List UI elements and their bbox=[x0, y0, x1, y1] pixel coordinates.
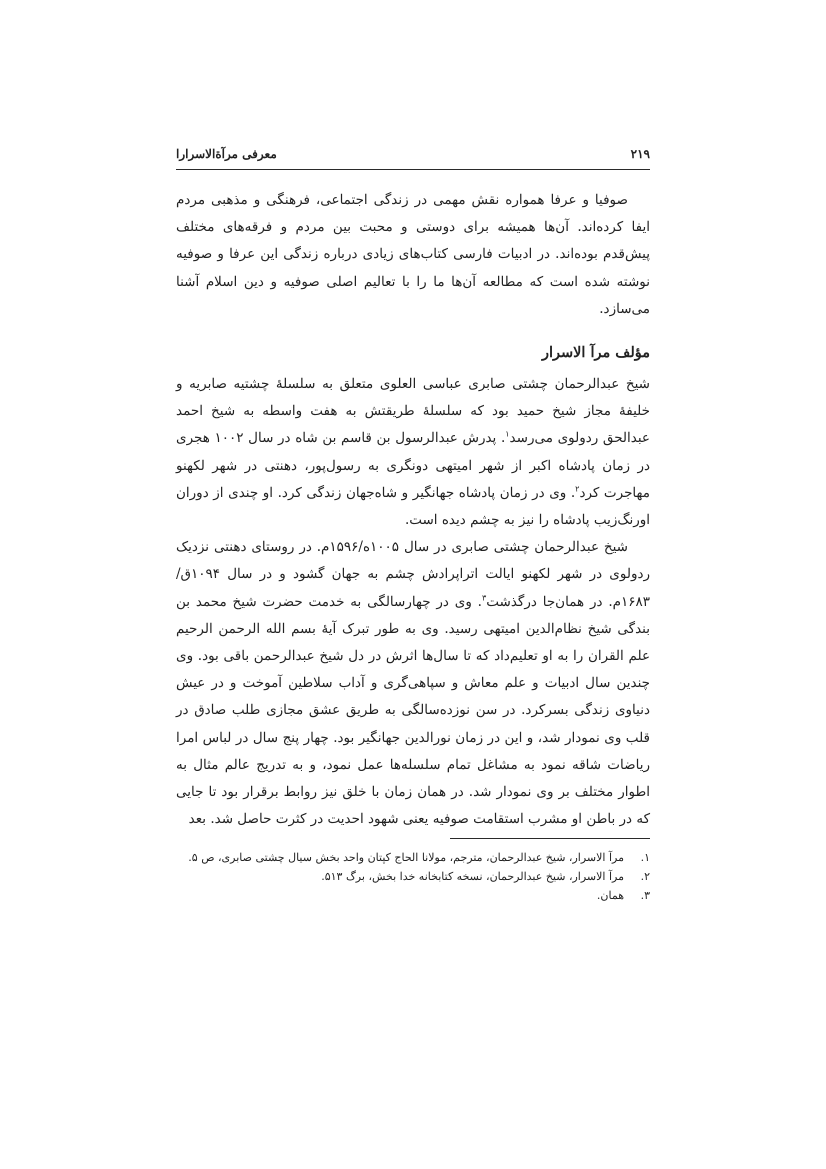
footnote-item bbox=[176, 848, 650, 867]
footnote-number: ۳. bbox=[640, 889, 650, 902]
footnote-number: ۲. bbox=[640, 870, 650, 883]
footnote-ref-1[interactable]: ۱ bbox=[505, 429, 510, 439]
paragraph-2 bbox=[176, 534, 650, 833]
footnote-ref-2[interactable]: ۲ bbox=[575, 484, 580, 494]
main-text bbox=[176, 187, 650, 833]
running-title: معرفی مرآةالاسرارا bbox=[176, 147, 277, 161]
footnote-text: همان. bbox=[596, 889, 624, 902]
footnote-item bbox=[176, 867, 650, 886]
paragraph-2-text-a: شیخ عبدالرحمان چشتی صابری در سال ۱۰۰۵ه/۱۵۹۶م. در روستای دهنتی نزدیک ردولوی در شهر لکهنو ایالت اتراپرادش چشم به جهان گشود و در سال ۱۰۹۴ق/ ۱۶۸۳م. در همان‌جا درگذشت bbox=[176, 539, 650, 610]
footnotes bbox=[176, 848, 650, 905]
footnote-text: مرآ الاسرار، شیخ عبدالرحمان، نسخه کتابخانه خدا بخش، برگ ۵۱۳. bbox=[321, 870, 624, 883]
page-number: ۲۱۹ bbox=[630, 147, 650, 161]
footnote-item bbox=[176, 886, 650, 905]
paragraph-1-text-a: شیخ عبدالرحمان چشتی صابری عباسی العلوی متعلق به سلسلهٔ چشتیه صابریه و خلیفهٔ مجاز شیخ حمید بود که سلسلهٔ طریقتش به هفت واسطه به شیخ احمد عبدالحق ردولوی می‌رسد bbox=[176, 376, 650, 447]
footnote-ref-3[interactable]: ۳ bbox=[481, 593, 487, 603]
footnote-number: ۱. bbox=[640, 851, 650, 864]
paragraph-1 bbox=[176, 371, 650, 534]
section-heading: مؤلف مرآ الاسرار bbox=[541, 344, 650, 362]
paragraph-1-text-c: . وی در زمان پادشاه جهانگیر و شاه‌جهان زندگی کرد. او چندی از دوران اورنگ‌زیب پادشاه را نیز به چشم دیده است. bbox=[176, 484, 650, 529]
paragraph-1-text-b: . پدرش عبدالرسول بن قاسم بن شاه در سال ۱۰۰۲ هجری در زمان پادشاه اکبر از شهر امیتهی دونگری به رسول‌پور، دهنتی در شهر لکهنو مهاجرت کرد bbox=[176, 430, 651, 501]
footnote-text: مرآ الاسرار، شیخ عبدالرحمان، مترجم، مولانا الحاج کپتان واحد بخش سیال چشتی صابری، ص ۵. bbox=[188, 851, 624, 864]
running-header bbox=[176, 141, 650, 170]
intro-paragraph: صوفیا و عرفا همواره نقش مهمی در زندگی اجتماعی، فرهنگی و مذهبی مردم ایفا کرده‌اند. آن‌ها همیشه برای دوستی و محبت بین مردم و فرقه‌های مختلف پیش‌قدم بوده‌اند. در ادبیات فارسی کتاب‌های زیادی درباره زندگی این عرفا و صوفیه نوشته شده است که مطالعه آن‌ها ما را با تعالیم اصلی صوفیه و دین اسلام آشنا می‌سازد. bbox=[176, 192, 650, 317]
footnote-divider bbox=[450, 838, 650, 839]
paragraph-2-text-b: . وی در چهارسالگی به خدمت حضرت شیخ محمد بن بندگی شیخ نظام‌الدین امیتهی رسید. وی به طور تبرک آیهٔ بسم الله الرحمن الرحیم علم القران را به او تعلیم‌داد که تا سال‌ها اثرش در دل شیخ عبدالرحمن باقی بود. وی چندین سال ادبیات و علم معاش و سپاهی‌گری و آداب سلاطین آموخت و در عیش دنیاوی زندگی بسرکرد. در سن نوزده‌سالگی به طریق عشق مجازی طلب صادق در قلب وی نمودار شد، و این در زمان نورالدین جهانگیر بود. چهار پنج سال در لباس امرا ریاضات شاقه نمود به مشاغل تمام سلسله‌ها عمل نمود، و به تدریج عالم مثال به اطوار مختلف بر وی نمودار شد. در همان زمان با خلق نیز روابط برقرار بود تا جایی که در باطن او مشرب استقامت صوفیه یعنی شهود احدیت در کثرت حاصل شد. بعد bbox=[176, 593, 650, 828]
